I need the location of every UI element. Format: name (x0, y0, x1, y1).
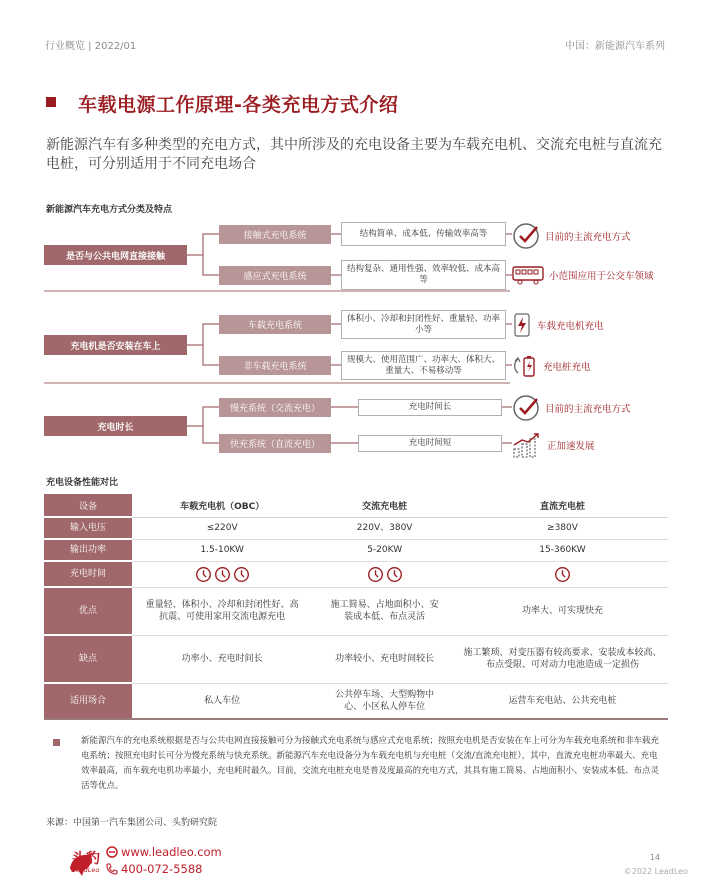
clock-cell (312, 561, 457, 587)
feature-offboard (512, 353, 591, 379)
system-onboard: 车载充电系统 (219, 315, 331, 334)
growth-icon (512, 431, 542, 459)
website-link[interactable] (106, 845, 222, 859)
category-onboard: 充电机是否安装在车上 (44, 335, 187, 355)
table-cell: 15-360KW (457, 539, 668, 561)
table-cell: 施工简易、占地面积小、安装成本低、布点灵活 (312, 587, 457, 635)
note-marker (53, 739, 60, 746)
table-cell: 1.5-10KW (132, 539, 312, 561)
row-label: 缺点 (44, 635, 132, 683)
feature-label: 正加速发展 (547, 441, 595, 452)
clock-icon (214, 566, 231, 583)
table-header-obc: 车载充电机（OBC） (132, 494, 312, 517)
table-header-dc-pile: 直流充电桩 (457, 494, 668, 517)
feature-inductive (512, 264, 654, 286)
desc-slow: 充电时间长 (358, 399, 502, 416)
desc-offboard: 规模大、使用范围广、功率大、体积大、重量大、不易移动等 (341, 351, 506, 380)
row-label: 输出功率 (44, 539, 132, 561)
table-header-ac-pile: 交流充电桩 (312, 494, 457, 517)
table-row (44, 683, 668, 719)
feature-label: 充电桩充电 (543, 362, 591, 373)
category-duration: 充电时长 (44, 416, 187, 436)
note-paragraph: 新能源汽车的充电系统根据是否与公共电网直接接触可分为接触式充电系统与感应式充电系统；按照充电机是否安装在车上可分为车载充电系统和非车载充电系统；按照充电时长可分为慢充系统与快充系统。新能源汽车充电设备分为车载充电机与充电桩（交流/直流充电桩），其中，直流充电桩功率最大、充电效率最高，而车载充电机功率最小，充电耗时最久。目前，交流充电桩充电是普及度最高的充电方式，其具有施工简易、占地面积小、安装成本低、布点灵活等优点。 (81, 736, 660, 791)
clock-icon (233, 566, 250, 583)
table-header-device: 设备 (44, 494, 132, 517)
clock-icon (367, 566, 384, 583)
desc-contact: 结构简单、成本低、传输效率高等 (341, 222, 506, 246)
copyright: ©2022 LeadLeo (623, 867, 688, 876)
row-label: 适用场合 (44, 683, 132, 719)
clock-icon (195, 566, 212, 583)
table-row (44, 587, 668, 635)
clock-icon (386, 566, 403, 583)
feature-label: 车载充电机充电 (537, 321, 604, 332)
website-text: www.leadleo.com (121, 845, 222, 859)
feature-label: 小范围应用于公交车领域 (549, 271, 654, 282)
table-cell: 私人车位 (132, 683, 312, 719)
row-label: 输入电压 (44, 517, 132, 539)
category-grid-contact: 是否与公共电网直接接触 (44, 245, 187, 265)
table-row (44, 635, 668, 683)
table-cell: 施工繁琐、对变压器有较高要求、安装成本较高、布点受限、可对动力电池造成一定损伤 (457, 635, 668, 683)
desc-inductive: 结构复杂、通用性强、效率较低、成本高等 (341, 260, 506, 290)
table-row (44, 517, 668, 539)
clock-cell (457, 561, 668, 587)
phone-icon (106, 863, 118, 875)
comparison-table (44, 494, 668, 720)
diagram-title: 新能源汽车充电方式分类及特点 (46, 205, 173, 215)
desc-onboard: 体积小、冷却和封闭性好、重量轻、功率小等 (341, 310, 506, 339)
clock-icon (554, 566, 571, 583)
table-row (44, 561, 668, 587)
intro-paragraph: 新能源汽车有多种类型的充电方式，其中所涉及的充电设备主要为车载充电机、交流充电桩与直流充电桩，可分别适用于不同充电场合 (46, 137, 662, 172)
system-fast: 快充系统（直流充电） (219, 434, 331, 453)
page-number: 14 (649, 853, 660, 862)
table-row (44, 539, 668, 561)
table-cell: 5-20KW (312, 539, 457, 561)
phone-link[interactable] (106, 862, 202, 876)
system-slow: 慢充系统（交流充电） (219, 398, 331, 417)
logo-subtitle: LeadLeo (72, 866, 100, 874)
table-cell: 公共停车场、大型购物中心、小区私人停车位 (312, 683, 457, 719)
system-inductive: 感应式充电系统 (219, 266, 331, 285)
source-line: 来源：中国第一汽车集团公司、头豹研究院 (46, 818, 218, 828)
clock-cell (132, 561, 312, 587)
row-label: 充电时间 (44, 561, 132, 587)
web-e-icon (106, 846, 118, 858)
check-circle-icon (512, 222, 540, 250)
header-section: 行业概览 | 2022/01 (45, 41, 137, 52)
lightning-icon (512, 312, 532, 338)
table-cell: 功率大、可实现快充 (457, 587, 668, 635)
page-title: 车载电源工作原理-各类充电方式介绍 (78, 94, 399, 116)
table-cell: 运营车充电站、公共充电桩 (457, 683, 668, 719)
feature-fast (512, 431, 595, 459)
desc-fast: 充电时间短 (358, 435, 502, 452)
feature-slow (512, 394, 631, 422)
table-cell: ≤220V (132, 517, 312, 539)
feature-onboard (512, 312, 604, 338)
feature-label: 目前的主流充电方式 (545, 232, 631, 243)
table-cell: ≥380V (457, 517, 668, 539)
charging-battery-icon (512, 353, 538, 379)
feature-label: 目前的主流充电方式 (545, 404, 631, 415)
system-contact: 接触式充电系统 (219, 225, 331, 244)
check-circle-icon (512, 394, 540, 422)
table-cell: 功率小、充电时间长 (132, 635, 312, 683)
feature-contact (512, 222, 631, 250)
bus-icon (512, 264, 544, 286)
table-cell: 功率较小、充电时间较长 (312, 635, 457, 683)
system-offboard: 非车载充电系统 (219, 356, 331, 375)
row-label: 优点 (44, 587, 132, 635)
table-cell: 重量轻、体积小、冷却和封闭性好、高抗震、可使用家用交流电源充电 (132, 587, 312, 635)
header-series: 中国：新能源汽车系列 (565, 41, 665, 52)
comparison-title: 充电设备性能对比 (46, 478, 119, 488)
phone-text: 400-072-5588 (121, 862, 203, 876)
logo-name: 头豹 (72, 851, 100, 867)
table-cell: 220V、380V (312, 517, 457, 539)
